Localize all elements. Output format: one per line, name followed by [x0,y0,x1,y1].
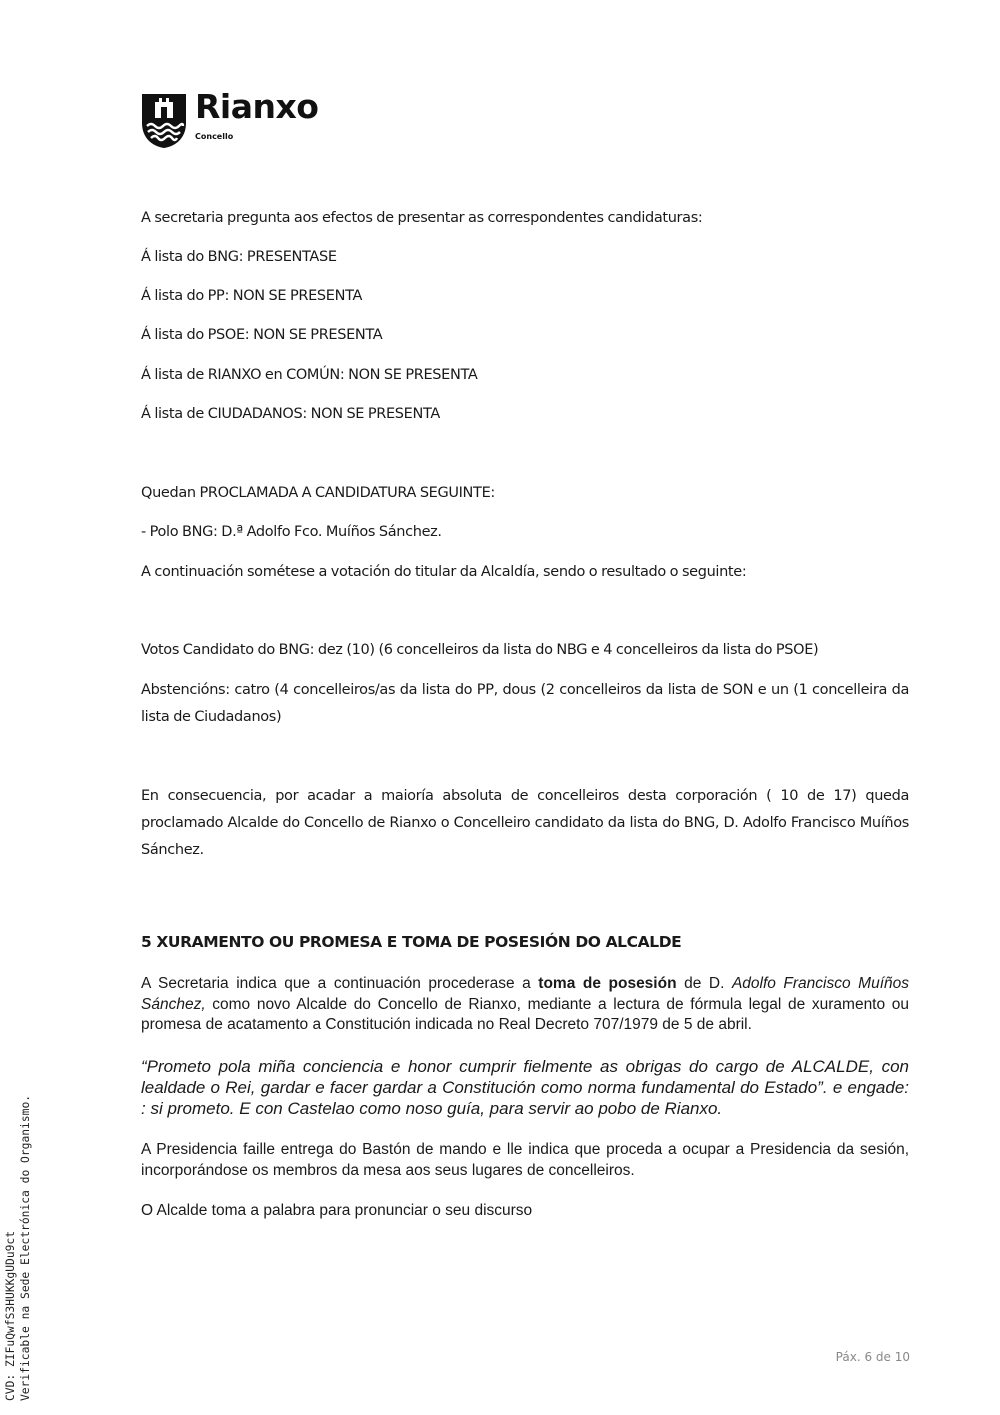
section-heading: 5 XURAMENTO OU PROMESA E TOMA DE POSESIÓN DO ALCALDE [141,933,682,951]
verification-sidebar [3,1095,33,1401]
oath-quote [141,1056,909,1119]
baton-paragraph: A Presidencia faille entrega do Bastón de mando e lle indica que proceda a ocupar a Presidencia da sesión, incorporándose os membros da mesa aos seus lugares de concelleiros. [141,1141,909,1179]
logo-wordmark: Rianxo [195,87,319,126]
logo-subtitle: Concello [195,132,234,141]
oath-intro-text-e: como novo Alcalde do Concello de Rianxo, mediante a lectura de fórmula legal de xuramento ou promesa de acatamento a Constitución indicada no Real Decreto 707/1979 de 5 de abril. [141,995,909,1033]
verification-note: Verificable na Sede Electrónica do Organismo. [19,1094,32,1401]
list-pp: Á lista do PP: NON SE PRESENTA [141,288,363,304]
consequence-paragraph: En consecuencia, por acadar a maioría absoluta de concelleiros desta corporación ( 10 de 17) queda proclamado Alcalde do Concello de Rianxo o Concelleiro candidato da lista do BNG, D. Adolfo Francisco Muíños Sánchez. [141,788,909,858]
secretary-question: A secretaria pregunta aos efectos de presentar as correspondentes candidaturas: [141,210,703,226]
vote-intro: A continuación sométese a votación do titular da Alcaldía, sendo o resultado o seguinte: [141,564,747,580]
oath-intro-bold: toma de posesión [538,975,677,992]
page-number: Páx. 6 de 10 [835,1350,910,1364]
list-bng: Á lista do BNG: PRESENTASE [141,249,337,265]
oath-intro-italic-name: Adolfo Francisco Muíños Sánchez, [141,975,909,1013]
mayor-speech-paragraph: O Alcalde toma a palabra para pronunciar o seu discurso [141,1202,533,1219]
oath-intro-text-a: A Secretaria indica que a continuación procederase a [141,975,539,992]
proclaimed-bng: - Polo BNG: D.ª Adolfo Fco. Muíños Sánchez. [141,524,442,540]
oath-intro-paragraph [141,974,909,1036]
list-psoe: Á lista do PSOE: NON SE PRESENTA [141,327,383,343]
list-ciudadanos: Á lista de CIUDADANOS: NON SE PRESENTA [141,406,440,422]
abstentions: Abstencións: catro (4 concelleiros/as da lista do PP, dous (2 concelleiros da lista de SON e un (1 concelleira da lista de Ciudadanos) [141,682,909,725]
proclaimed-title: Quedan PROCLAMADA A CANDIDATURA SEGUINTE: [141,485,495,501]
list-rianxo-en-comun: Á lista de RIANXO en COMÚN: NON SE PRESENTA [141,367,478,383]
cvd-code: CVD: ZIFuQwfS3HUKKgUDu9ct [4,1230,17,1401]
castle-shield-icon [141,93,187,149]
oath-quote-text: “Prometo pola miña conciencia e honor cumprir fielmente as obrigas do cargo de ALCALDE, con lealdade o Rei, gardar e facer gardar a Constitución como norma fundamental do Estado”. e engade: : si prometo. E con Castelao como noso guía, para servir ao pobo de Rianxo. [141,1057,909,1118]
concello-logo [141,87,351,153]
votes-bng: Votos Candidato do BNG: dez (10) (6 concelleiros da lista do NBG e 4 concelleiros da lista do PSOE) [141,642,819,658]
oath-intro-text-c: de D. [676,975,732,992]
